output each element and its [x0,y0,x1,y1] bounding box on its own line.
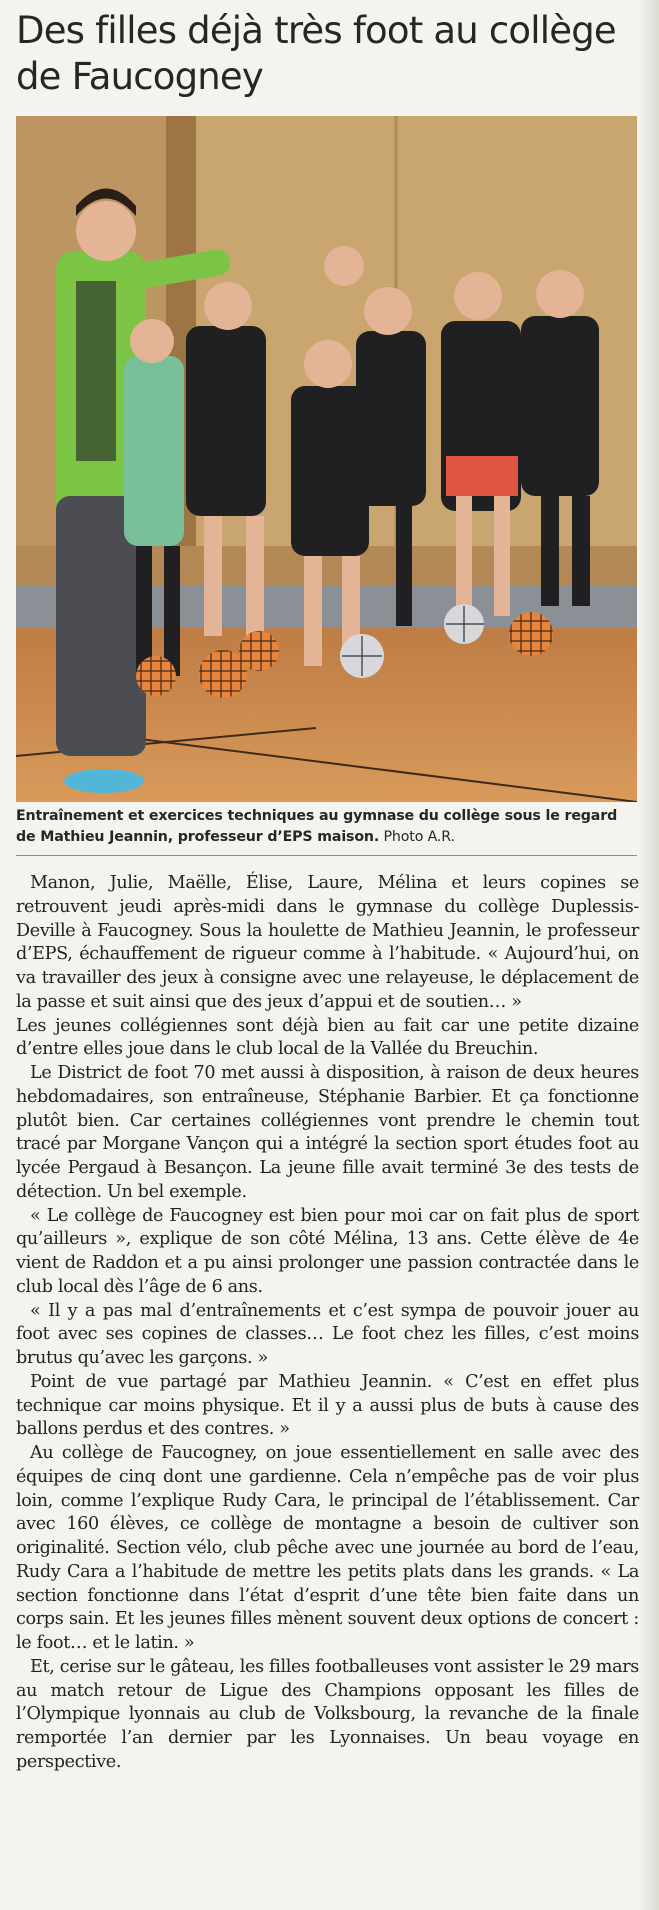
caption-text: Entraînement et exercices techniques au gymnase du collège sous le regard de Mathieu Jeannin, professeur d’EPS maison. [16,808,618,845]
photo-caption [16,806,641,848]
article-headline: Des filles déjà très foot au collège de Faucogney [16,9,616,98]
article-paragraph: Manon, Julie, Maëlle, Élise, Laure, Mélina et leurs copines se retrouvent jeudi après-midi dans le gymnase du collège Duplessis-Deville à Faucogney. Sous la houlette de Mathieu Jeannin, le professeur d’EPS, échauffement de rigueur comme à l’habitude. « Aujourd’hui, on va travailler des jeux à consigne avec une relayeuse, le déplacement de la passe et suit ainsi que des jeux d’appui et de soutien… » [16,873,639,1012]
article-paragraph: Point de vue partagé par Mathieu Jeannin. « C’est en effet plus technique car moins physique. Et il y a aussi plus de buts à cause des ballons perdus et des contres. » [16,1371,639,1440]
article-paragraph: « Il y a pas mal d’entraînements et c’est sympa de pouvoir jouer au foot avec ses copines de classes… Le foot chez les filles, c’est moins brutus qu’avec les garçons. » [16,1300,639,1368]
photo-illustration [16,116,637,802]
article-paragraph: Et, cerise sur le gâteau, les filles footballeuses vont assister le 29 mars au match retour de Ligue des Champions opposant les filles de l’Olympique lyonnais au club de Volksbourg, la revanche de la finale remportée l’an dernier par les Lyonnaises. Un beau voyage en perspective. [16,1656,639,1772]
photo-credit: Photo A.R. [383,829,455,845]
article-paragraph: Le District de foot 70 met aussi à disposition, à raison de deux heures hebdomadaires, son entraîneuse, Stéphanie Barbier. Et ça fonctionne plutôt bien. Car certaines collégiennes vont prendre le chemin tout tracé par Morgane Vançon qui a intégré la section sport études foot au lycée Pergaud à Besançon. La jeune fille avait terminé 3e des tests de détection. Un bel exemple. [16,1063,639,1202]
article-photo [16,116,637,802]
scan-edge [639,0,659,1910]
article-paragraph: « Le collège de Faucogney est bien pour moi car on fait plus de sport qu’ailleurs », explique de son côté Mélina, 13 ans. Cette élève de 4e vient de Raddon et a pu ainsi prolonger une passion contractée dans le club local dès l’âge de 6 ans. [16,1205,639,1297]
article-body [16,872,639,1775]
article-paragraph: Les jeunes collégiennes sont déjà bien au fait car une petite dizaine d’entre elles joue dans le club local de la Vallée du Breuchin. [16,1015,639,1060]
caption-divider [16,855,637,856]
article-paragraph: Au collège de Faucogney, on joue essentiellement en salle avec des équipes de cinq dont une gardienne. Cela n’empêche pas de voir plus loin, comme l’explique Rudy Cara, le principal de l’établissement. Car avec 160 élèves, ce collège de montagne a besoin de cultiver son originalité. Section vélo, club pêche avec une journée au bord de l’eau, Rudy Cara a l’habitude de mettre les petits plats dans les grands. « La section fonctionne dans l’état d’esprit d’une tête bien faite dans un corps sain. Et les jeunes filles mènent souvent deux options de concert : le foot… et le latin. » [16,1443,639,1653]
